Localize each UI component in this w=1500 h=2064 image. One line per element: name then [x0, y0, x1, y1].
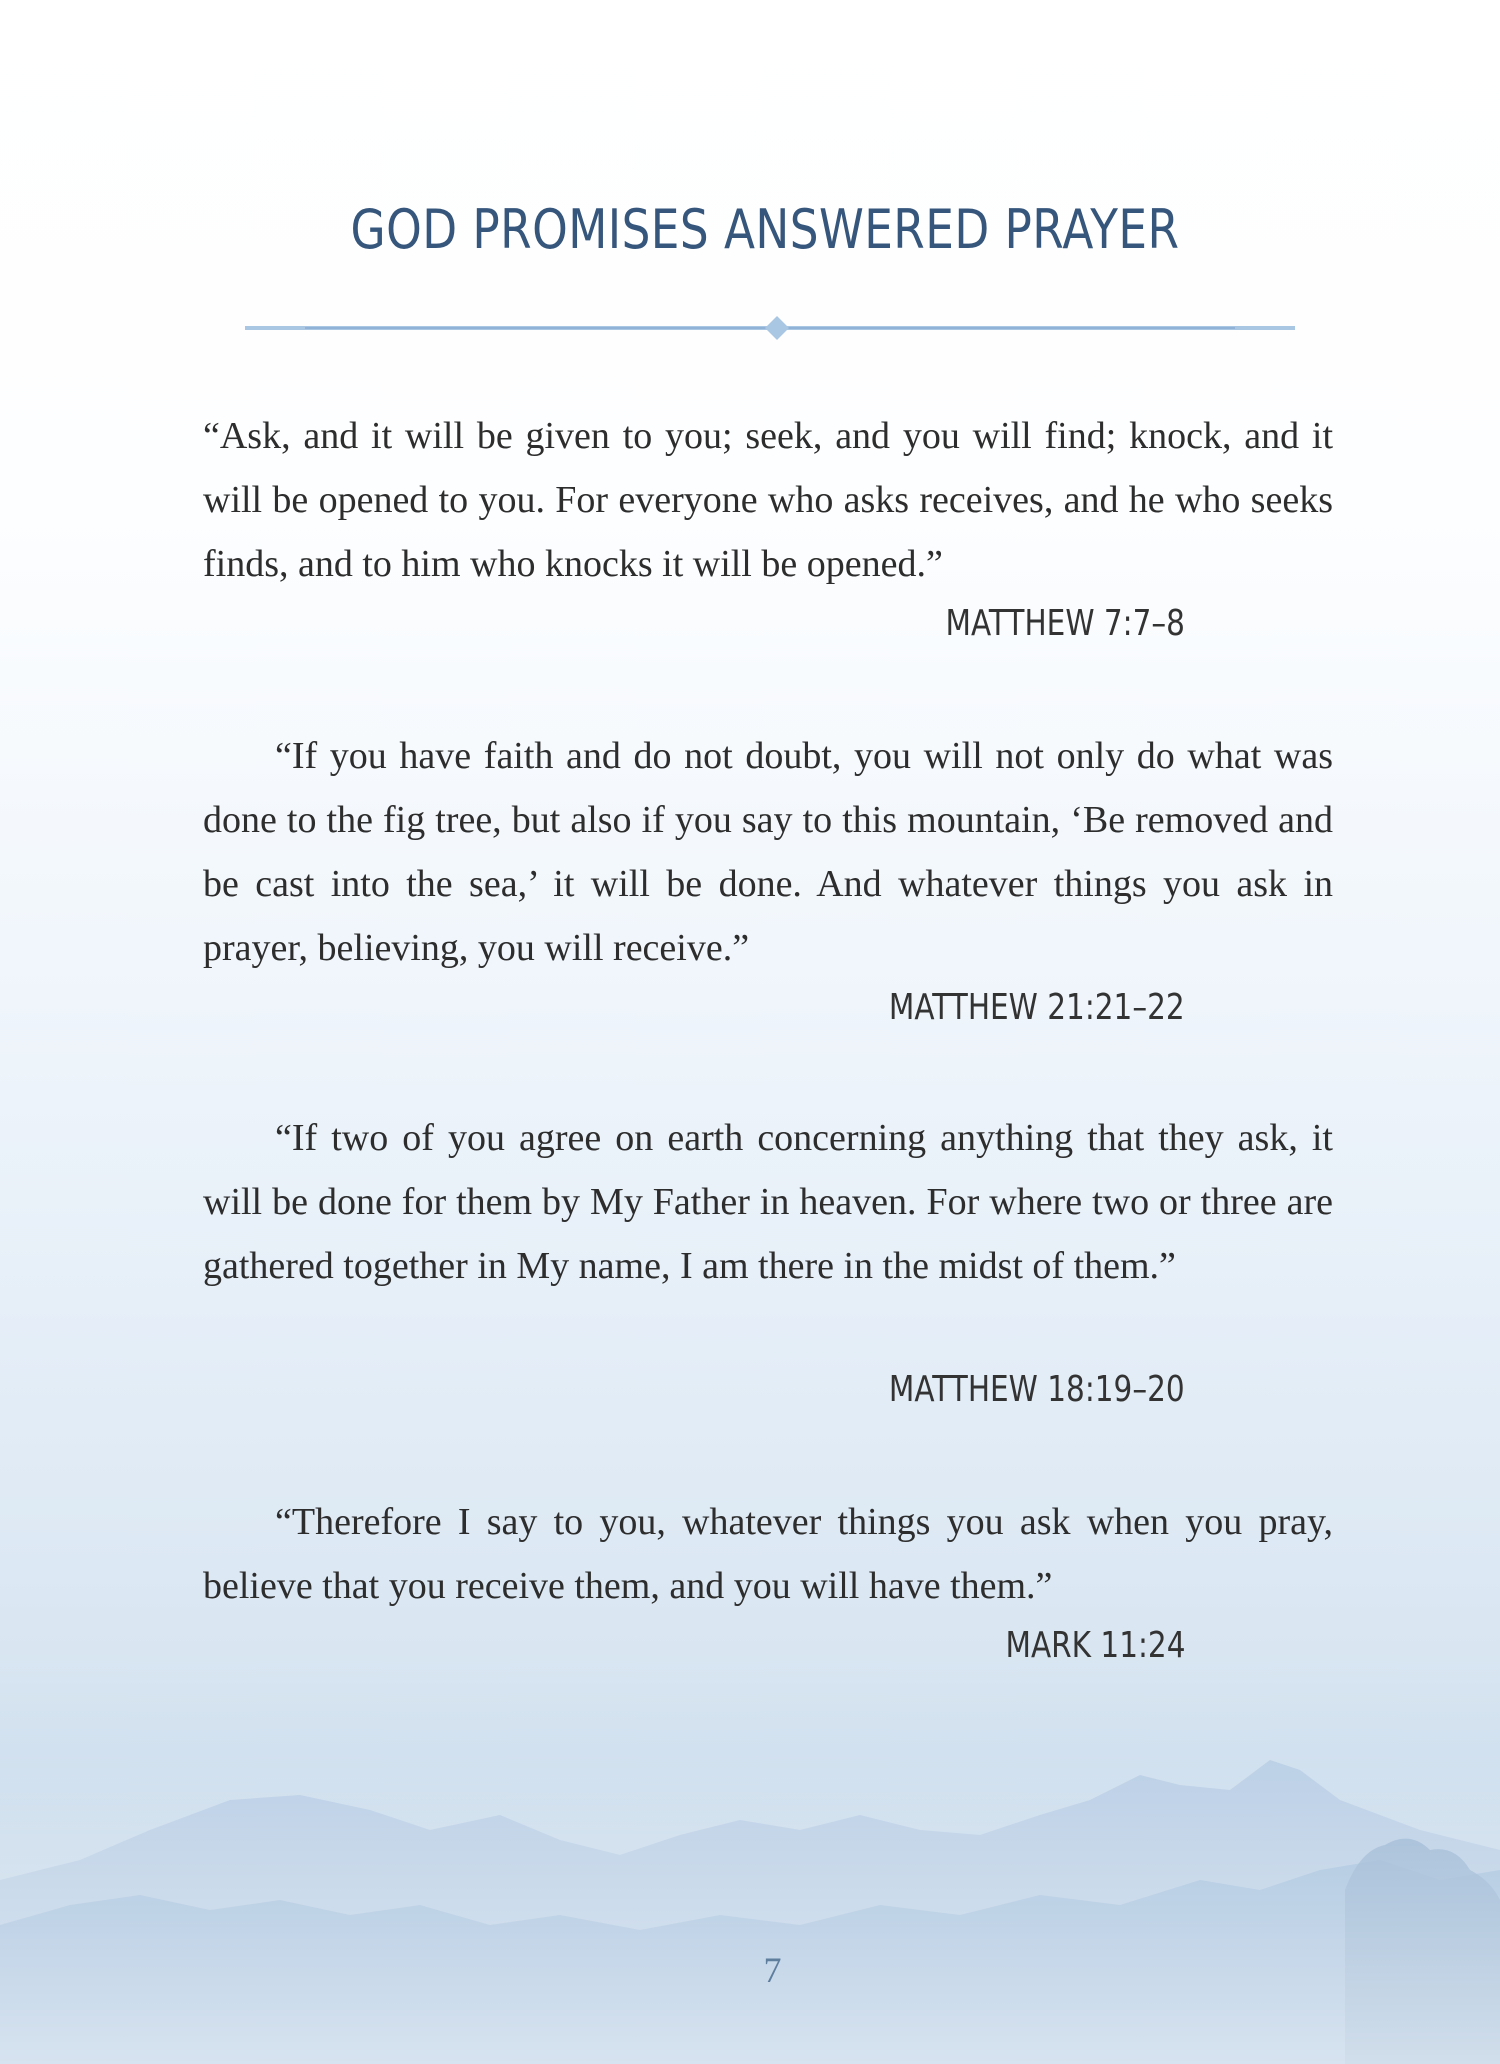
- passage-text: “Therefore I say to you, whatever things you ask when you pray, believe that you receive them, and you will have them.”: [203, 1501, 1333, 1607]
- scripture-reference: MATTHEW 18:19–20: [889, 1369, 1185, 1410]
- scripture-reference: MATTHEW 21:21–22: [889, 987, 1185, 1028]
- passage-text: “If you have faith and do not doubt, you will not only do what was done to the fig tree, but also if you say to this mountain, ‘Be removed and be cast into the sea,’ it will be done. And whatever things you ask in prayer, believing, you will receive.”: [203, 735, 1333, 969]
- page-number: 7: [763, 1950, 782, 1990]
- ornamental-divider: [245, 312, 1295, 344]
- passage-text: “Ask, and it will be given to you; seek, and you will find; knock, and it will be opened to you. For everyone who asks receives, and he who seeks finds, and to him who knocks it will be opened.”: [203, 415, 1333, 585]
- passage-text: “If two of you agree on earth concerning anything that they ask, it will be done for them by My Father in heaven. For where two or three are gathered together in My name, I am there in the midst of them.”: [203, 1117, 1333, 1287]
- mist-overlay: [0, 1750, 1500, 2064]
- scripture-reference: MARK 11:24: [1005, 1625, 1185, 1666]
- scripture-reference: MATTHEW 7:7–8: [945, 603, 1185, 644]
- page-title: GOD PROMISES ANSWERED PRAYER: [350, 198, 1180, 261]
